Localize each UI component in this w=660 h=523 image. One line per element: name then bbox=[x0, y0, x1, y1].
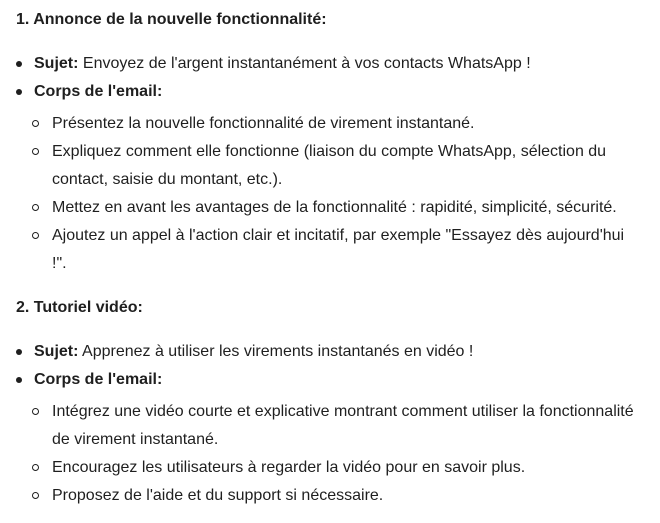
point-text: Intégrez une vidéo courte et explicative montrant comment utiliser la fonctionnalité de virement instantané. bbox=[52, 403, 634, 448]
list-item bbox=[16, 194, 646, 222]
point-text: Ajoutez un appel à l'action clair et incitatif, par exemple "Essayez dès aujourd'hui !". bbox=[52, 227, 625, 272]
subject-line bbox=[34, 338, 646, 366]
bullet-circle-icon bbox=[32, 148, 39, 155]
bullet-circle-icon bbox=[32, 408, 39, 415]
list-item bbox=[16, 110, 646, 138]
point-text: Mettez en avant les avantages de la fonctionnalité : rapidité, simplicité, sécurité. bbox=[52, 199, 617, 216]
bullet-disc-icon bbox=[16, 61, 22, 67]
bullet-disc-icon bbox=[16, 377, 22, 383]
section-heading: 2. Tutoriel vidéo: bbox=[16, 299, 143, 316]
section-2 bbox=[16, 298, 656, 318]
bullet-circle-icon bbox=[32, 120, 39, 127]
bullet-disc-icon bbox=[16, 89, 22, 95]
bullet-circle-icon bbox=[32, 204, 39, 211]
section-1 bbox=[16, 10, 656, 30]
body-label: Corps de l'email: bbox=[34, 83, 163, 100]
bullet-circle-icon bbox=[32, 232, 39, 239]
subject-label: Sujet: bbox=[34, 55, 79, 72]
point-text: Expliquez comment elle fonctionne (liaison du compte WhatsApp, sélection du contact, saisie du montant, etc.). bbox=[52, 143, 607, 188]
bullet-circle-icon bbox=[32, 464, 39, 471]
point-text: Présentez la nouvelle fonctionnalité de virement instantané. bbox=[52, 115, 475, 132]
point-text: Encouragez les utilisateurs à regarder la vidéo pour en savoir plus. bbox=[52, 459, 526, 476]
list-item bbox=[16, 482, 646, 510]
list-item bbox=[16, 138, 646, 194]
list-item bbox=[16, 454, 646, 482]
list-item bbox=[16, 222, 646, 278]
section-heading: 1. Annonce de la nouvelle fonctionnalité: bbox=[16, 11, 327, 28]
body-label: Corps de l'email: bbox=[34, 371, 163, 388]
subject-text: Apprenez à utiliser les virements instantanés en vidéo ! bbox=[78, 343, 474, 360]
subject-item bbox=[16, 50, 646, 78]
subject-text: Envoyez de l'argent instantanément à vos contacts WhatsApp ! bbox=[78, 55, 531, 72]
bullet-circle-icon bbox=[32, 492, 39, 499]
point-text: Proposez de l'aide et du support si nécessaire. bbox=[52, 487, 384, 504]
body-item bbox=[16, 366, 646, 394]
subject-item bbox=[16, 338, 646, 366]
body-item bbox=[16, 78, 646, 106]
list-item bbox=[16, 398, 646, 454]
subject-line bbox=[34, 50, 646, 78]
subject-label: Sujet: bbox=[34, 343, 79, 360]
bullet-disc-icon bbox=[16, 349, 22, 355]
